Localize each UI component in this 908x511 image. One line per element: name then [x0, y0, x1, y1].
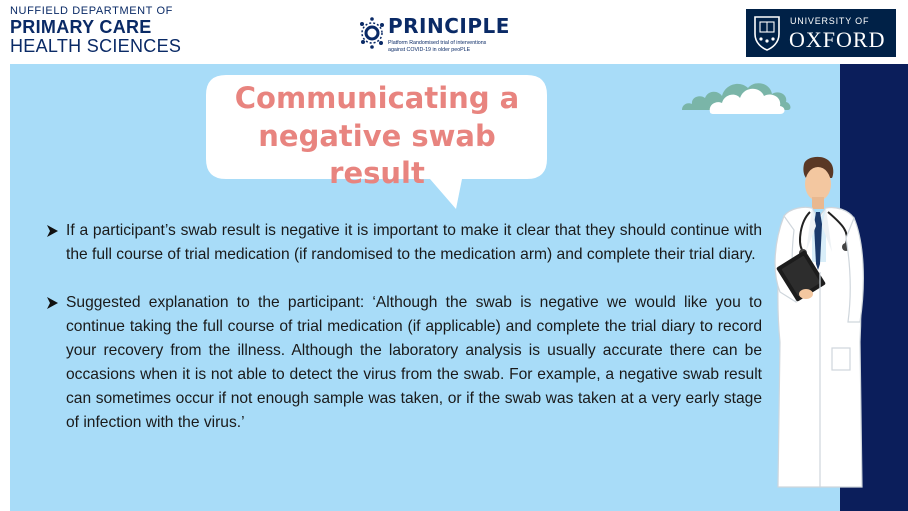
doctor-illustration — [750, 152, 880, 497]
slide-title — [212, 80, 542, 193]
oxford-logo — [746, 9, 896, 57]
bullet-list — [46, 219, 762, 435]
oxford-line2: OXFORD — [789, 27, 886, 52]
slide-title-line2: negative swab result — [258, 118, 496, 191]
slide-title-line1: Communicating a — [234, 81, 520, 115]
bullet-text: Suggested explanation to the participant: ‘Although the swab is negative we would like you to continue taking the full course of trial medication (if applicable) and complete the trial diary to record your recovery from the illness. Although the laboratory analysis is usually accurate there can be occasions when it is not able to detect the virus from the swab. For example, a negative swab result can sometimes occur if not enough sample was taken, or if the swab was taken at a very early stage of infection with the virus.’ — [66, 294, 762, 431]
principle-title: PRINCIPLE — [388, 14, 510, 38]
header — [0, 0, 908, 64]
bullet-arrow-icon — [46, 296, 59, 310]
nuffield-line3: HEALTH SCIENCES — [10, 36, 182, 56]
nuffield-logo — [10, 6, 181, 55]
principle-subtitle-1: Platform Randomised trial of interventions — [388, 40, 487, 46]
nuffield-line1: NUFFIELD DEPARTMENT OF — [10, 5, 173, 17]
bullet-text: If a participant’s swab result is negative it is important to make it clear that they should continue with the full course of trial medication (if randomised to the medication arm) and complete their trial diary. — [66, 222, 762, 263]
principle-logo-icon — [358, 16, 386, 50]
nuffield-line2: PRIMARY CARE — [10, 17, 152, 37]
cloud-icon — [678, 70, 794, 118]
bullet-arrow-icon — [46, 224, 59, 238]
principle-subtitle-2: against COVID-19 in older peoPLE — [388, 47, 471, 53]
oxford-line1: UNIVERSITY OF — [790, 16, 870, 26]
list-item — [46, 219, 762, 267]
principle-logo — [358, 14, 508, 54]
oxford-crest-icon — [752, 14, 782, 51]
list-item — [46, 291, 762, 435]
